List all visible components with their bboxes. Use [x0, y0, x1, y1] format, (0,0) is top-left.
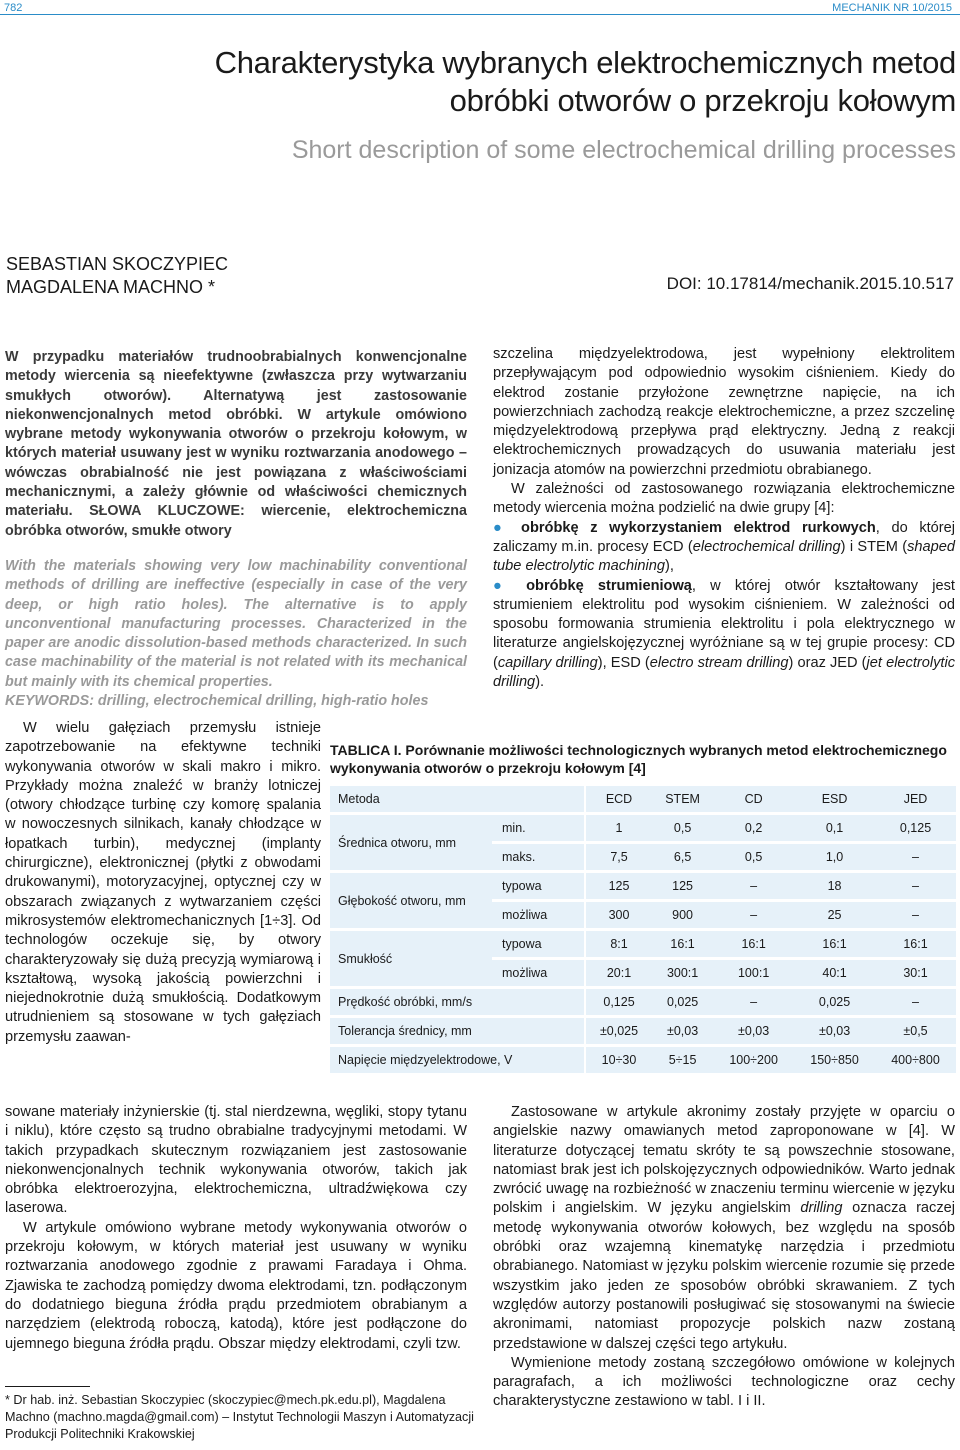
abstract-polish — [5, 348, 467, 541]
table-cell: 100:1 — [713, 960, 794, 986]
table-row-label: Głębokość otworu, mm — [330, 873, 492, 928]
footnote: * Dr hab. inż. Sebastian Skoczypiec (skoczypiec@mech.pk.edu.pl), Magdalena Machno (machno.magda@gmail.com) – Instytut Technologii Maszyn i Automatyzacji Produkcji Politechniki Krakowskiej — [5, 1393, 474, 1441]
table-cell: 0,025 — [652, 989, 713, 1015]
table-cell: 0,025 — [794, 989, 875, 1015]
table-header-cell: CD — [713, 786, 794, 812]
table-row-sublabel: min. — [492, 815, 584, 841]
table-header-row — [330, 786, 956, 812]
table-cell: 6,5 — [652, 844, 713, 870]
keywords-en: KEYWORDS: drilling, electrochemical drilling, high-ratio holes — [5, 693, 429, 710]
intro-paragraph: W wielu gałęziach przemysłu istnieje zapotrzebowanie na efektywne techniki wykonywania otworów w skali makro i mikro. Przykłady można znaleźć w branży lotniczej (otwory chłodzące turbinę czy komorę spalania w nowoczesnych silnikach, kanały chłodzące w łopatkach turbin), medycznej (implanty chirurgiczne), elektronicznej (płytki z obwodami drukowanymi), motoryzacyjnej, optycznej czy w obszarach związanych z wytwarzaniem części mikrosystemów elektromechanicznych [1÷3]. Od technologów oczekuje się, by otwory charakteryzowały się dużą precyzją wymiarową i kształtową, wysoką jakością powierzchni i niejednokrotnie dużą smukłością. Dodatkowym utrudnieniem są stosowane w tych gałęziach przemysłu zaawan- — [5, 720, 321, 1045]
abstract-pl-text: W przypadku materiałów trudnoobrabialnych konwencjonalne metody wiercenia są nieefektywne (zwłaszcza przy wytwarzaniu smukłych otworów). Alternatywą jest zastosowanie niekonwencjonalnych metod obróbki. W artykule omówiono wybrane metody wykonywania otworów o przekroju kołowym, w których materiał usuwany jest w wyniku roztwarzania anodowego – wówczas obrabialność nie jest powiązana z właściwościami mechanicznymi, a zależy głównie od właściwości chemicznych materiału. — [5, 349, 467, 520]
acronyms-paragraph: Zastosowane w artykule akronimy zostały przyjęte w oparciu o angielskie nazwy omawianych metod zaproponowane w [4]. W literaturze dotyczącej tematu skróty te są powszechnie stosowane, natomiast brak jest ich polskojęzycznych odpowiedników. Warto jednak zwrócić uwagę na rozbieżność w znaczeniu terminu wiercenie w języku polskim i angielskim. W języku angielskim drilling oznacza raczej metodę wykonywania otworów kołowych, bez względu na sposób obróbki oraz wzajemną kinematykę narzędzia i przedmiotu obrabianego. Natomiast w języku polskim wiercenie rozumie się przede wszystkim jako jeden ze sposobów obróbki skrawaniem. Z tych względów autorzy postanowili posługiwać się stosowanymi na świecie akronimami, natomiast propozycje polskich nazw zostaną przedstawione w dalszej części tego artykułu. — [493, 1104, 955, 1352]
keywords-pl-label: SŁOWA KLUCZOWE: — [89, 503, 245, 520]
table-cell: 300:1 — [652, 960, 713, 986]
table-cell: 10÷30 — [586, 1047, 652, 1073]
right-paragraph-1: szczelina międzyelektrodowa, jest wypełniony elektrolitem przepływającym pod odpowiednio wysokim ciśnieniem. Kiedy do elektrod zostanie przyłożone zewnętrzne napięcie, na ich powierzchniach zachodzą reakcje elektrochemiczne, a przez szczelinę międzyelektrodową przepływa prąd elektryczny. Jedną z reakcji elektrochemicznych prowadzących do usuwania materiału jest jonizacja atomów na powierzchni przedmiotu obrabianego. — [493, 346, 955, 478]
bullet-item-1: ● obróbkę z wykorzystaniem elektrod rurkowych, do której zaliczamy m.in. procesy ECD (electrochemical drilling) i STEM (shaped tube electrolytic machining), — [493, 519, 956, 575]
table-cell: – — [713, 902, 794, 928]
bullet-icon: ● — [493, 577, 512, 594]
table-row-sublabel: możliwa — [492, 902, 584, 928]
table-row-label: Tolerancja średnicy, mm — [330, 1018, 584, 1044]
table-cell: 1 — [586, 815, 652, 841]
title-line-1: Charakterystyka wybranych elektrochemicznych metod — [214, 45, 956, 80]
table-row-sublabel: możliwa — [492, 960, 584, 986]
table-header-cell: ECD — [586, 786, 652, 812]
table-row-label: Smukłość — [330, 931, 492, 986]
intro-paragraph-cont: sowane materiały inżynierskie (tj. stal nierdzewna, węgliki, stopy tytanu i niklu), które często są trudno obrabialne tradycyjnymi metodami. W takich przypadkach skutecznym rozwiązaniem jest zastosowanie niekonwencjonalnych technik wykonywania otworów, takich jak obróbka elektroerozyjna, elektrochemiczna, ultradźwiękowa czy laserowa. — [5, 1104, 467, 1217]
author-1: SEBASTIAN SKOCZYPIEC — [6, 254, 229, 274]
table-cell: – — [875, 902, 956, 928]
table-row-label: Prędkość obróbki, mm/s — [330, 989, 584, 1015]
table-row-label: Średnica otworu, mm — [330, 815, 492, 870]
title-line-2: obróbki otworów o przekroju kołowym — [449, 83, 956, 118]
article-title — [60, 44, 956, 120]
article-subtitle: Short description of some electrochemical drilling processes — [291, 136, 956, 164]
bullet-item-2: ● obróbkę strumieniową, w której otwór kształtowany jest strumieniem elektrolitu pod wysokim ciśnieniem. W zależności od sposobu formowania strumienia elektrolitu i pola elektrycznego w literaturze angielskojęzycznej wyróżniane są w tej grupie procesy: CD (capillary drilling), ESD (electro stream drilling) oraz JED (jet electrolytic drilling). — [493, 577, 956, 691]
right-paragraph-2: W zależności od zastosowanego rozwiązania elektrochemiczne metody wiercenia można podzielić na dwie grupy [4]: — [493, 481, 955, 517]
abstract-en-text: With the materials showing very low machinability conventional methods of drilling are ineffective (especially in case of the very deep, or high ratio holes). The alternative is to apply unconventional manufacturing processes. Characterized in the paper are anodic dissolution-based methods characterized. In such case machinability of the material is not related with its mechanical but mainly with its chemical properties. — [5, 558, 467, 690]
table-cell: ±0,5 — [875, 1018, 956, 1044]
table-cell: – — [713, 989, 794, 1015]
table-cell: 100÷200 — [713, 1047, 794, 1073]
header-rule — [0, 14, 960, 15]
table-cell: 0,2 — [713, 815, 794, 841]
table-cell: 8:1 — [586, 931, 652, 957]
table-cell: ±0,03 — [652, 1018, 713, 1044]
table-cell: 16:1 — [794, 931, 875, 957]
table-header-cell: JED — [875, 786, 956, 812]
page-number: 782 — [4, 2, 23, 14]
table-row — [330, 815, 956, 841]
table-cell: ±0,03 — [794, 1018, 875, 1044]
table-cell: ±0,025 — [586, 1018, 652, 1044]
table-cell: 25 — [794, 902, 875, 928]
summary-paragraph: Wymienione metody zostaną szczegółowo omówione w kolejnych paragrafach, a ich możliwości technologiczne oraz cechy charakterystyczne zestawiono w tabl. I i II. — [493, 1354, 955, 1410]
table-cell: 5÷15 — [652, 1047, 713, 1073]
doi[interactable]: DOI: 10.17814/mechanik.2015.10.517 — [666, 274, 954, 293]
left-column-continued — [5, 1103, 467, 1354]
footnote-rule — [5, 1386, 90, 1387]
table-cell: 16:1 — [875, 931, 956, 957]
table-row-sublabel: typowa — [492, 931, 584, 957]
table-cell: 125 — [586, 873, 652, 899]
keywords-pl: wiercenie, elektrochemiczna obróbka otworów, smukłe otwory — [5, 503, 467, 539]
authors — [6, 253, 228, 299]
table-row — [330, 1018, 956, 1044]
journal-name: MECHANIK NR 10/2015 — [832, 2, 952, 14]
table-cell: 150÷850 — [794, 1047, 875, 1073]
abstract-english — [5, 557, 467, 711]
table-cell: ±0,03 — [713, 1018, 794, 1044]
right-column-bottom — [493, 1103, 955, 1412]
table-row — [330, 931, 956, 957]
method-paragraph: W artykule omówiono wybrane metody wykonywania otworów o przekroju kołowym, w których materiał jest usuwany w wyniku roztwarzania anodowego zgodnie z prawami Faradaya i Ohma. Zjawiska te zachodzą pomiędzy dwoma elektrodami, tzn. podłączonym do dodatniego bieguna źródła prądu przedmiotem obrabianym a narzędziem (elektrodą roboczą, katodą), które jest podłączone do ujemnego bieguna źródła prądu. Obszar między elektrodami, czyli tzw. — [5, 1219, 467, 1352]
table-cell: 125 — [652, 873, 713, 899]
table-cell: 0,5 — [652, 815, 713, 841]
table-cell: – — [875, 989, 956, 1015]
table-row — [330, 989, 956, 1015]
table-cell: 0,125 — [875, 815, 956, 841]
table-cell: – — [875, 873, 956, 899]
table-cell: 0,125 — [586, 989, 652, 1015]
table-cell: 0,5 — [713, 844, 794, 870]
running-header — [0, 0, 960, 22]
table-cell: 400÷800 — [875, 1047, 956, 1073]
table-cell: 1,0 — [794, 844, 875, 870]
table-row-sublabel: maks. — [492, 844, 584, 870]
table-cell: 40:1 — [794, 960, 875, 986]
table-cell: 300 — [586, 902, 652, 928]
table-cell: 30:1 — [875, 960, 956, 986]
table-row — [330, 873, 956, 899]
table-header-cell: Metoda — [330, 786, 584, 812]
table-header-cell: ESD — [794, 786, 875, 812]
table-cell: 900 — [652, 902, 713, 928]
table-cell: 7,5 — [586, 844, 652, 870]
author-2: MAGDALENA MACHNO * — [6, 277, 216, 297]
table-row-sublabel: typowa — [492, 873, 584, 899]
table-cell: 16:1 — [652, 931, 713, 957]
table-header-cell: STEM — [652, 786, 713, 812]
table-cell: – — [713, 873, 794, 899]
table-row — [330, 1047, 956, 1073]
table-cell: 0,1 — [794, 815, 875, 841]
comparison-table — [330, 783, 956, 1076]
table-cell: 16:1 — [713, 931, 794, 957]
table-title: TABLICA I. Porównanie możliwości technologicznych wybranych metod elektrochemicznego wykonywania otworów o przekroju kołowym [4] — [330, 742, 947, 776]
left-column-body — [5, 719, 321, 1047]
table-cell: 18 — [794, 873, 875, 899]
bullet-icon: ● — [493, 519, 510, 536]
table-cell: – — [875, 844, 956, 870]
table-row-label: Napięcie międzyelektrodowe, V — [330, 1047, 584, 1073]
right-column-top — [493, 345, 955, 692]
table-cell: 20:1 — [586, 960, 652, 986]
